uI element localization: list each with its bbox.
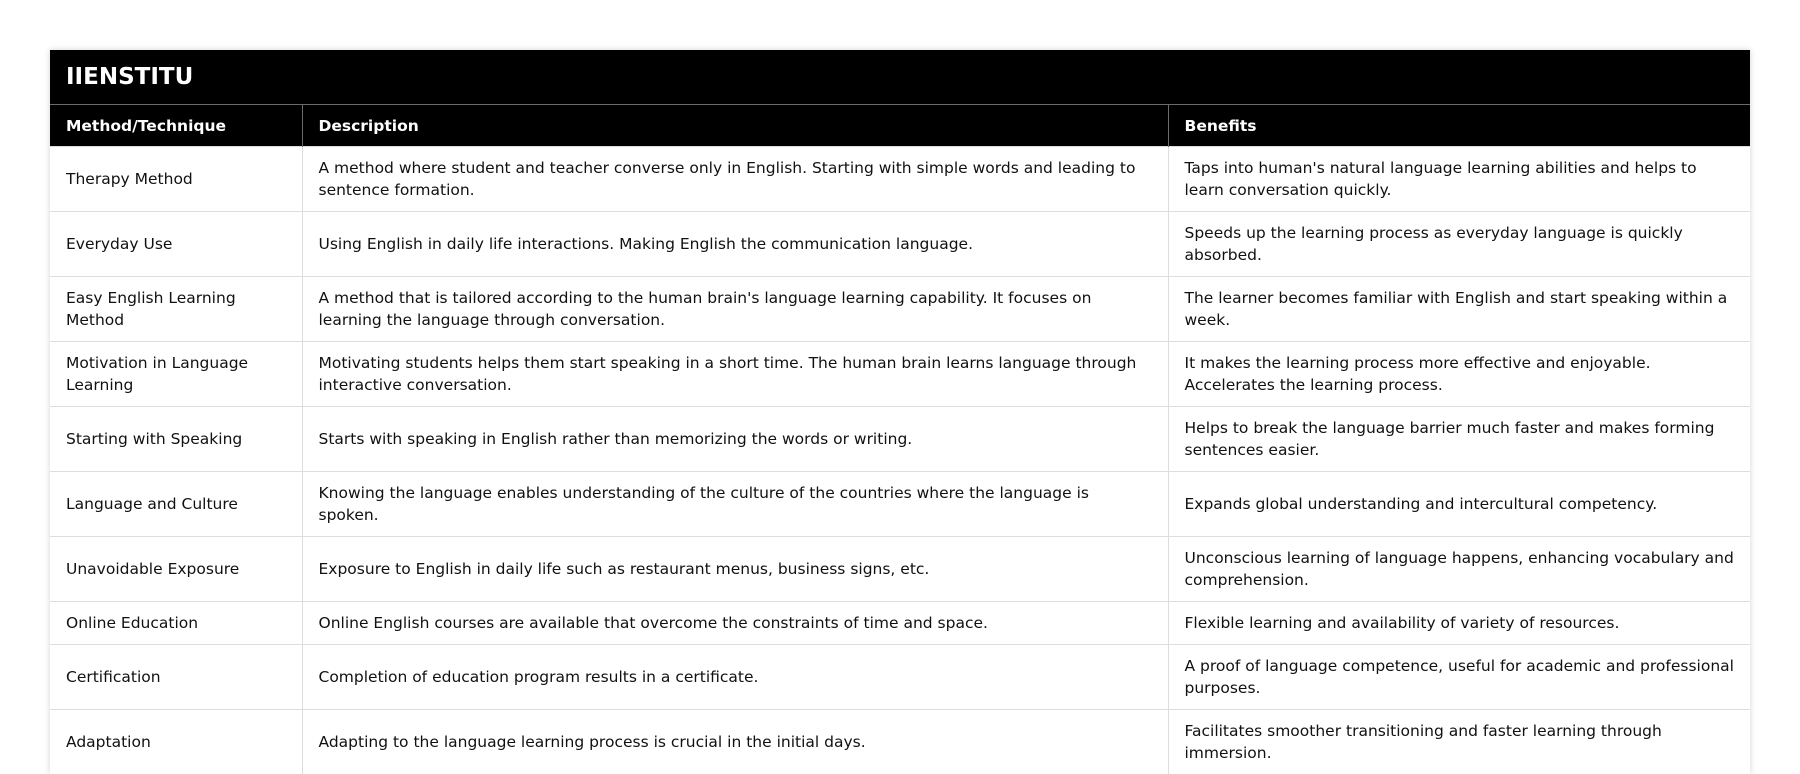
column-header-description: Description (302, 105, 1168, 147)
cell-benefits: Facilitates smoother transitioning and faster learning through immersion. (1168, 710, 1750, 774)
cell-description: Motivating students helps them start speaking in a short time. The human brain learns language through interactive conversation. (302, 342, 1168, 407)
table-row (50, 212, 1750, 277)
cell-benefits: Expands global understanding and intercultural competency. (1168, 472, 1750, 537)
cell-method: Starting with Speaking (50, 407, 302, 472)
cell-benefits: Speeds up the learning process as everyday language is quickly absorbed. (1168, 212, 1750, 277)
table-row (50, 537, 1750, 602)
cell-method: Easy English Learning Method (50, 277, 302, 342)
table-row (50, 407, 1750, 472)
table-row (50, 277, 1750, 342)
cell-method: Adaptation (50, 710, 302, 774)
cell-description: Completion of education program results in a certificate. (302, 645, 1168, 710)
methods-table (50, 104, 1750, 774)
cell-benefits: Taps into human's natural language learning abilities and helps to learn conversation quickly. (1168, 147, 1750, 212)
table-row (50, 710, 1750, 774)
table-row (50, 602, 1750, 645)
table-row (50, 472, 1750, 537)
cell-description: Starts with speaking in English rather than memorizing the words or writing. (302, 407, 1168, 472)
cell-description: Exposure to English in daily life such as restaurant menus, business signs, etc. (302, 537, 1168, 602)
cell-description: Knowing the language enables understanding of the culture of the countries where the language is spoken. (302, 472, 1168, 537)
cell-description: A method where student and teacher converse only in English. Starting with simple words and leading to sentence formation. (302, 147, 1168, 212)
column-header-method: Method/Technique (50, 105, 302, 147)
column-header-benefits: Benefits (1168, 105, 1750, 147)
cell-method: Language and Culture (50, 472, 302, 537)
cell-method: Motivation in Language Learning (50, 342, 302, 407)
cell-method: Unavoidable Exposure (50, 537, 302, 602)
cell-method: Certification (50, 645, 302, 710)
cell-method: Everyday Use (50, 212, 302, 277)
table-row (50, 645, 1750, 710)
cell-description: Online English courses are available that overcome the constraints of time and space. (302, 602, 1168, 645)
cell-description: Using English in daily life interactions. Making English the communication language. (302, 212, 1168, 277)
cell-benefits: The learner becomes familiar with English and start speaking within a week. (1168, 277, 1750, 342)
cell-benefits: Flexible learning and availability of variety of resources. (1168, 602, 1750, 645)
cell-method: Online Education (50, 602, 302, 645)
cell-benefits: Unconscious learning of language happens, enhancing vocabulary and comprehension. (1168, 537, 1750, 602)
methods-table-card (50, 50, 1750, 774)
table-title: IIENSTITU (50, 50, 1750, 104)
table-row (50, 342, 1750, 407)
cell-benefits: Helps to break the language barrier much faster and makes forming sentences easier. (1168, 407, 1750, 472)
cell-benefits: A proof of language competence, useful for academic and professional purposes. (1168, 645, 1750, 710)
cell-description: Adapting to the language learning process is crucial in the initial days. (302, 710, 1168, 774)
cell-benefits: It makes the learning process more effective and enjoyable. Accelerates the learning process. (1168, 342, 1750, 407)
table-row (50, 147, 1750, 212)
cell-description: A method that is tailored according to the human brain's language learning capability. It focuses on learning the language through conversation. (302, 277, 1168, 342)
cell-method: Therapy Method (50, 147, 302, 212)
header-row (50, 105, 1750, 147)
